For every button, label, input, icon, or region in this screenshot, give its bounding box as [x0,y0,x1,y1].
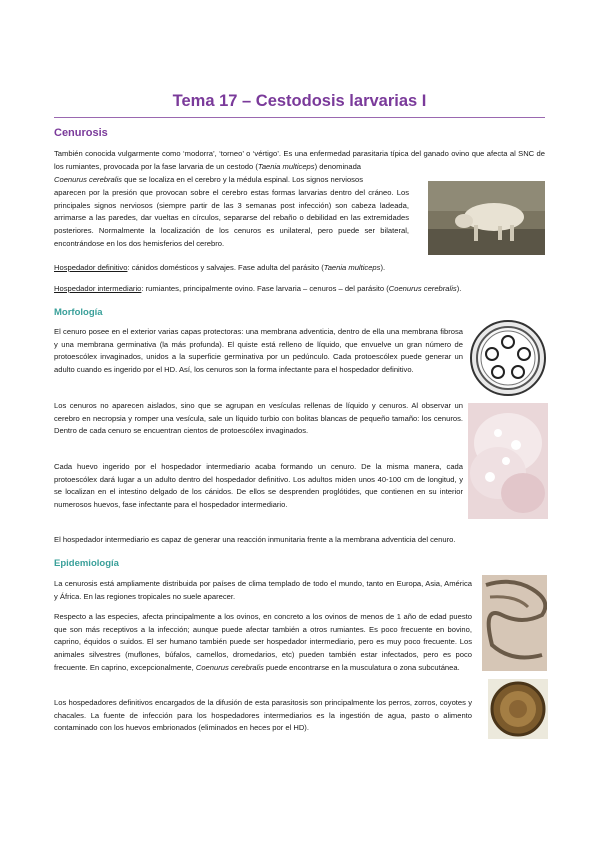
epidemiologia-p1: La cenurosis está ampliamente distribuida por países de clima templado de todo el mundo, tanto en Europa, Asia, América y África. En las regiones tropicales no suele aparecer. [54,579,472,601]
morfologia-p4: El hospedador intermediario es capaz de generar una reacción inmunitaria frente a la membrana adventicia del cenuro. [54,535,456,544]
section-heading-cenurosis: Cenurosis [54,127,108,139]
species-name: Coenurus cerebralis [388,284,457,293]
text-run: ). [456,284,462,293]
page-title: Tema 17 – Cestodosis larvarias I [172,92,427,110]
definitive-host-label: Hospedador definitivo [54,263,128,272]
morfologia-p3: Cada huevo ingerido por el hospedador intermediario acaba formando un cenuro. De la misma manera, cada protoescólex dará lugar a un adulto dentro del hospedador definitivo. Los adultos miden unos 40-100 cm de longitud, y se localizan en el intestino delgado de los cánidos. De ellos se desprenden proglótides, que contienen en su interior numerosos huevos, fase infectante para el hospedador intermediario. [54,462,463,510]
cenurosis-signs: aparecen por la presión que provocan sobre el cerebro estas formas larvarias dentro del cráneo. Los principales signos nerviosos (siempre partir de las 3 semanas post infección) son cabeza ladeada, arrimarse a las paredes, dar vueltas en círculos, separarse del rebaño o debilidad en las extremidades posteriores. Normalmente la localización de los cenuros es unilateral, pero puede ser bilateral, encontrándose en los dos hemisferios del cerebro. [54,188,409,248]
adult-worm-photo [482,575,547,671]
text-run: : cánidos domésticos y salvajes. Fase adulta del parásito ( [127,263,324,272]
brain-cyst-photo [468,403,548,519]
text-run: puede encontrarse en la musculatura o zona subcutánea. [263,662,460,672]
text-run: También conocida vulgarmente como ‘modorra’, ‘torneo’ o ‘vértigo’. Es una enfermedad parasitaria típica del ganado ovino que afecta al SNC de los rumiantes, provocada por la fase larvaria de un cestodo ( [54,149,545,171]
egg-micrograph [488,679,548,739]
text-run: Respecto a las especies, afecta principalmente a los ovinos, en concreto a los ovinos de menos de 1 año de edad puesto que son más receptivos a la infección; aunque puede afectar también a otros rumiantes. Es poco frecuente en bovino, caprino, équidos o suidos. El ser humano también puede ser hospedador intermediario, pero es muy poco frecuente. Los animales silvestres (muflones, búfalos, camellos, dromedarios, etc) pueden también estar infectados, pero es poco frecuente. En caprino, excepcionalmente, [54,612,472,672]
definitive-host [54,262,385,275]
epidemiologia-p3: Los hospedadores definitivos encargados de la difusión de esta parasitosis son principalmente los perros, zorros, coyotes y chacales. La fuente de infección para los hospedadores intermediarios es la ingestión de agua, pasto o alimento contaminado con los huevos embrionados (eliminados en heces por el HD). [54,698,472,733]
species-name: Taenia multiceps [257,161,315,171]
intermediate-host-label: Hospedador intermediario [54,284,142,293]
species-name: Taenia multiceps [323,263,381,272]
epidemiologia-p2 [54,611,472,688]
morfologia-p2: Los cenuros no aparecen aislados, sino que se agrupan en vesículas rellenas de líquido y cenuros. Al observar un cerebro en necropsia y romper una vesícula, sale un líquido turbio con bolitas blancas de pequeño tamaño: los cenuros. Dentro de cada cenuro se encuentran cientos de protoescólex invaginados. [54,401,463,436]
title-divider [54,117,545,118]
text-run: ). [380,263,386,272]
text-run: : rumiantes, principalmente ovino. Fase larvaria – cenuros – del parásito ( [141,284,389,293]
species-name: Coenurus cerebralis [195,662,264,672]
cenurosis-intro [54,148,545,174]
intermediate-host [54,283,461,296]
text-run: ) denominada [314,161,362,171]
cyst-diagram [468,318,548,398]
section-heading-epidemiologia: Epidemiología [54,558,119,569]
section-heading-morfologia: Morfología [54,307,103,318]
sheep-photo [428,181,545,255]
morfologia-p1: El cenuro posee en el exterior varias capas protectoras: una membrana adventicia, dentro de ella una membrana fibrosa y una membrana germinativa (la más profunda). El quiste está relleno de líquido, que envuelve un gran número de protoescólex invaginados, unidos a la superficie germinativa por un pedúnculo. Cada protoescólex puede generar un adulto cuando es ingerido por el HD. Así, los cenuros son la forma infectante para el hospedador definitivo. [54,327,463,375]
species-name: Coenurus cerebralis [54,175,122,184]
text-run: que se localiza en el cerebro y la médula espinal. Los signos nerviosos [121,175,363,184]
